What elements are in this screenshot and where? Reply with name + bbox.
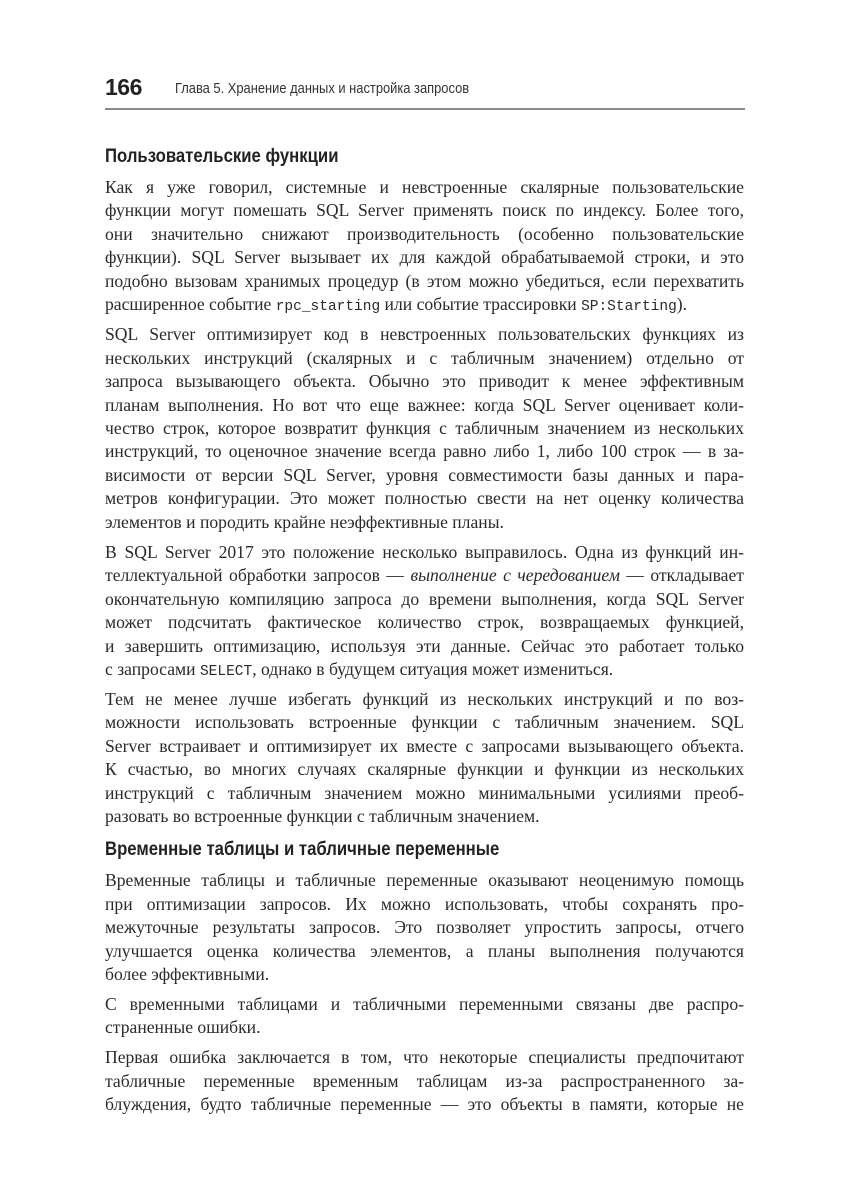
text-run: с запросами: [105, 659, 200, 680]
running-header: [105, 72, 745, 110]
text-line: [105, 658, 744, 681]
text-line: страненные ошибки.: [105, 1017, 261, 1038]
page-number: 166: [105, 74, 142, 100]
text-line: [105, 564, 744, 587]
text-line: разовать во встроенные функции с табличным значением.: [105, 806, 540, 827]
text-run: теллектуальной обработки запросов —: [105, 565, 411, 586]
paragraph: [105, 323, 744, 534]
section-heading: Пользовательские функции: [105, 146, 339, 167]
text-line: запроса вызывающего объекта. Обычно это приводит к менее эффективным: [105, 371, 744, 392]
text-line: Временные таблицы и табличные переменные оказывают неоценимую помощь: [105, 870, 744, 891]
text-run: расширенное событие: [105, 294, 276, 315]
page-body: [105, 140, 744, 1123]
inline-code: rpc_starting: [275, 299, 381, 316]
text-line: при оптимизации запросов. Их можно использовать, чтобы сохранять про-: [105, 893, 744, 914]
text-line: метров конфигурации. Это может полностью свести на нет оценку количества: [105, 488, 744, 509]
text-run: ).: [676, 294, 688, 315]
section-heading: Временные таблицы и табличные переменные: [105, 839, 500, 861]
text-line: чество строк, которое возвратит функция с табличным значением из нескольких: [105, 418, 744, 439]
paragraph: [105, 1046, 744, 1116]
text-line: они значительно снижают производительность (особенно пользовательские: [105, 223, 744, 244]
paragraph: [105, 176, 744, 317]
text-line: С временными таблицами и табличными переменными связаны две распро-: [105, 994, 744, 1014]
paragraph: [105, 869, 744, 986]
text-line: Тем не менее лучше избегать функций из нескольких инструкций и по воз-: [105, 689, 744, 710]
text-line: нескольких инструкций (скалярных и с табличным значением) отдельно от: [105, 347, 744, 368]
text-line: можности использовать встроенные функции с табличным значением. SQL: [105, 712, 744, 733]
text-line: более эффективными.: [105, 964, 270, 985]
text-line: элементов и породить крайне неэффективные планы.: [105, 511, 504, 532]
text-line: может подсчитать фактическое количество строк, возвращаемых функцией,: [105, 612, 744, 633]
text-line: инструкций с табличным значением можно минимальными усилиями преоб-: [105, 782, 744, 803]
text-line: В SQL Server 2017 это положение несколько выправилось. Одна из функций ин-: [105, 541, 744, 562]
text-run: или событие трассировки: [380, 294, 582, 315]
text-run: , однако в будущем ситуация может измениться.: [252, 659, 614, 680]
paragraph: [105, 993, 744, 1040]
section-body: [105, 176, 744, 829]
text-line: и завершить оптимизацию, используя эти данные. Сейчас это работает только: [105, 635, 744, 656]
text-line: планам выполнения. Но вот что еще важнее: когда SQL Server оценивает коли-: [105, 394, 744, 415]
chapter-title: Глава 5. Хранение данных и настройка запросов: [175, 80, 470, 97]
text-line: К счастью, во многих случаях скалярные функции и функции из нескольких: [105, 759, 744, 780]
text-line: подобно вызовам хранимых процедур (в этом можно убедиться, если перехватить: [105, 270, 744, 291]
italic-term: выполнение с чередованием: [410, 565, 620, 586]
text-line: инструкций, то оценочное значение всегда равно либо 1, либо 100 строк — в за-: [105, 441, 744, 462]
text-line: улучшается оценка количества элементов, а планы выполнения получаются: [105, 940, 744, 961]
text-line: висимости от версии SQL Server, уровня совместимости базы данных и пара-: [105, 464, 744, 485]
text-line: SQL Server оптимизирует код в невстроенных пользовательских функциях из: [105, 324, 744, 345]
inline-code: SP:Starting: [581, 299, 677, 316]
text-line: [105, 293, 744, 316]
text-run: — откладывает: [619, 565, 744, 586]
text-line: блуждения, будто табличные переменные — это объекты в памяти, которые не: [105, 1094, 744, 1115]
text-line: Server встраивает и оптимизирует их вместе с запросами вызывающего объекта.: [105, 735, 744, 756]
paragraph: [105, 688, 744, 829]
inline-code: SELECT: [199, 664, 253, 681]
section-body: [105, 869, 744, 1117]
text-line: табличные переменные временным таблицам из-за распространенного за-: [105, 1070, 744, 1091]
text-line: функции могут помешать SQL Server применять поиск по индексу. Более того,: [105, 200, 744, 221]
text-line: функции). SQL Server вызывает их для каждой обрабатываемой строки, и это: [105, 247, 744, 268]
text-line: Как я уже говорил, системные и невстроенные скалярные пользовательские: [105, 177, 744, 197]
text-line: окончательную компиляцию запроса до времени выполнения, когда SQL Server: [105, 588, 744, 609]
text-line: Первая ошибка заключается в том, что некоторые специалисты предпочитают: [105, 1047, 744, 1068]
text-line: межуточные результаты запросов. Это позволяет упростить запросы, отчего: [105, 917, 744, 938]
paragraph: [105, 541, 744, 682]
